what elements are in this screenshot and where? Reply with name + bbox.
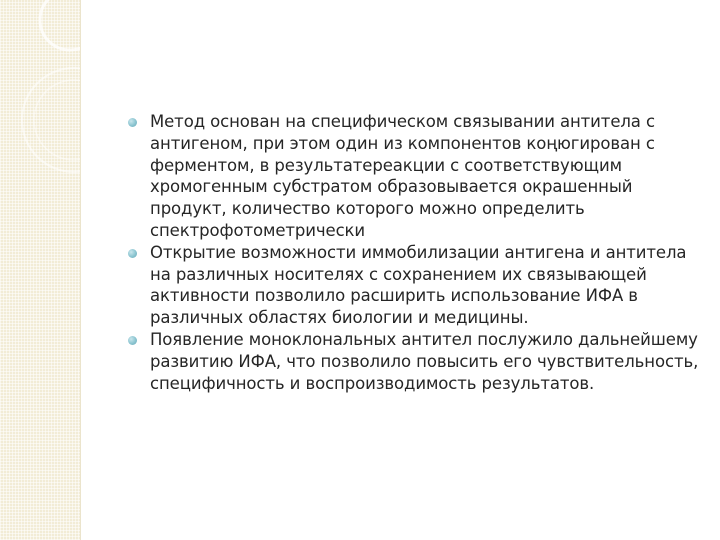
bullet-dot-icon — [128, 249, 137, 258]
bullet-dot-icon — [128, 118, 137, 127]
bullet-text: Открытие возможности иммобилизации антигена и антитела на различных носителях с сохранением их связывающей активности позволило расширить использование ИФА в различных областях биологии и медицины. — [150, 242, 687, 328]
bullet-list — [128, 111, 704, 394]
bullet-item — [128, 242, 704, 329]
bullet-text: Появление моноклональных антител послужило дальнейшему развитию ИФА, что позволило повысить его чувствительность, специфичность и воспроизводимость результатов. — [150, 329, 699, 393]
bullet-dot-icon — [128, 336, 137, 345]
side-band-edge — [80, 0, 81, 540]
slide-content — [128, 111, 704, 394]
decorative-circles — [0, 0, 80, 540]
bullet-item — [128, 111, 704, 242]
bullet-item — [128, 329, 704, 394]
bullet-text: Метод основан на специфическом связывании антитела с антигеном, при этом один из компонентов коңюгирован с ферментом, в результатереакции с соответствующим хромогенным субстратом образовывается окрашенный продукт, количество которого можно определить спектрофотометрически — [150, 112, 655, 240]
